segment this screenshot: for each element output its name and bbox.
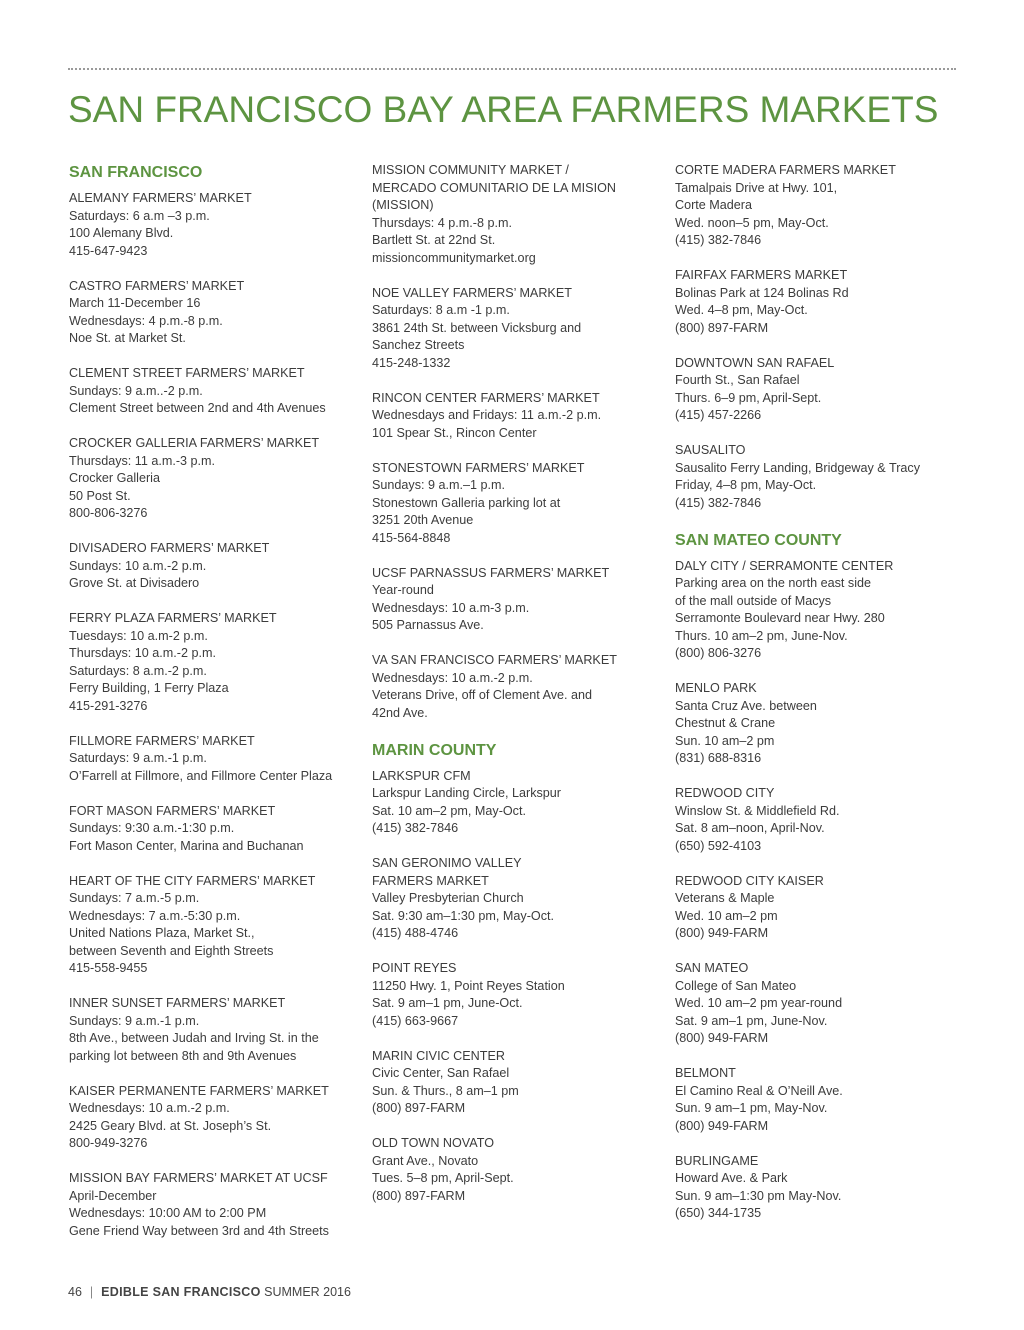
market-name: NOE VALLEY FARMERS’ MARKET xyxy=(372,285,572,300)
market-detail-line: Wed. 10 am–2 pm year-round xyxy=(675,996,843,1010)
page-title: SAN FRANCISCO BAY AREA FARMERS MARKETS xyxy=(68,89,939,130)
market-name: SAN GERONIMO VALLEY xyxy=(372,856,522,870)
market-entry xyxy=(69,190,361,260)
market-detail-line: 3861 24th St. between Vicksburg and xyxy=(372,320,582,335)
market-detail-line: between Seventh and Eighth Streets xyxy=(69,943,274,958)
market-entry xyxy=(675,558,967,663)
market-detail-line: Veterans & Maple xyxy=(675,891,775,905)
market-detail-line: 415-558-9455 xyxy=(69,961,148,975)
market-detail-line: parking lot between 8th and 9th Avenues xyxy=(69,1048,297,1063)
market-entry xyxy=(372,285,664,373)
market-detail-line: (800) 949-FARM xyxy=(675,926,769,940)
market-entry xyxy=(675,1065,967,1135)
column-3 xyxy=(675,162,967,1240)
market-detail-line: Sun. 9 am–1:30 pm May-Nov. xyxy=(675,1188,842,1203)
page-footer xyxy=(68,1285,351,1299)
market-detail-line: Friday, 4–8 pm, May-Oct. xyxy=(675,478,817,492)
market-detail-line: (415) 663-9667 xyxy=(372,1013,459,1028)
market-detail-line: (831) 688-8316 xyxy=(675,751,762,765)
market-detail-line: College of San Mateo xyxy=(675,978,797,993)
market-detail-line: Sundays: 9 a.m.-1 p.m. xyxy=(69,1013,200,1028)
market-detail-line: (800) 806-3276 xyxy=(675,646,762,660)
market-entry xyxy=(372,855,664,943)
market-name: DALY CITY / SERRAMONTE CENTER xyxy=(675,558,894,573)
market-detail-line: 415-248-1332 xyxy=(372,355,451,370)
market-detail-line: Sun. & Thurs., 8 am–1 pm xyxy=(372,1083,519,1098)
publication-name: EDIBLE SAN FRANCISCO xyxy=(101,1285,261,1299)
market-entry xyxy=(69,995,361,1065)
market-detail-line: Civic Center, San Rafael xyxy=(372,1066,510,1080)
market-detail-line: Howard Ave. & Park xyxy=(675,1171,788,1185)
market-detail-line: Wednesdays: 10 a.m-3 p.m. xyxy=(372,600,530,615)
market-entry xyxy=(69,1083,361,1153)
market-detail-line: United Nations Plaza, Market St., xyxy=(69,926,255,940)
issue-label: SUMMER 2016 xyxy=(264,1285,351,1299)
market-detail-line: Year-round xyxy=(372,583,434,597)
market-entry xyxy=(675,1153,967,1223)
top-dotted-rule xyxy=(68,68,956,70)
market-detail-line: 50 Post St. xyxy=(69,488,131,503)
market-entry xyxy=(69,278,361,348)
market-detail-line: Tuesdays: 10 a.m-2 p.m. xyxy=(69,628,208,643)
market-detail-line: Stonestown Galleria parking lot at xyxy=(372,495,561,510)
market-detail-line: Sanchez Streets xyxy=(372,338,465,352)
market-detail-line: 800-806-3276 xyxy=(69,506,148,520)
market-detail-line: El Camino Real & O’Neill Ave. xyxy=(675,1083,843,1098)
market-name: DOWNTOWN SAN RAFAEL xyxy=(675,355,835,370)
market-detail-line: 415-291-3276 xyxy=(69,698,148,713)
market-name: LARKSPUR CFM xyxy=(372,768,471,783)
market-entry xyxy=(69,733,361,786)
market-detail-line: Sun. 9 am–1 pm, May-Nov. xyxy=(675,1101,828,1115)
market-detail-line: 101 Spear St., Rincon Center xyxy=(372,425,537,440)
market-name: DIVISADERO FARMERS’ MARKET xyxy=(69,541,270,555)
market-detail-line: 415-564-8848 xyxy=(372,530,451,545)
footer-separator: | xyxy=(89,1285,94,1299)
market-detail-line: missioncommunitymarket.org xyxy=(372,250,536,265)
market-name: STONESTOWN FARMERS’ MARKET xyxy=(372,460,585,475)
market-name: FAIRFAX FARMERS MARKET xyxy=(675,268,848,282)
market-entry xyxy=(372,1135,664,1205)
market-detail-line: (MISSION) xyxy=(372,198,434,212)
market-entry xyxy=(372,565,664,635)
market-entry xyxy=(372,768,664,838)
market-detail-line: Wednesdays: 10 a.m.-2 p.m. xyxy=(69,1101,230,1115)
market-detail-line: March 11-December 16 xyxy=(69,296,201,310)
market-detail-line: Grant Ave., Novato xyxy=(372,1153,479,1168)
market-detail-line: 415-647-9423 xyxy=(69,243,148,258)
market-entry xyxy=(69,873,361,978)
market-entry xyxy=(675,680,967,768)
market-detail-line: Parking area on the north east side xyxy=(675,576,872,590)
page-number: 46 xyxy=(68,1285,82,1299)
market-name: ALEMANY FARMERS’ MARKET xyxy=(69,191,252,205)
market-entry xyxy=(372,960,664,1030)
market-name: MISSION BAY FARMERS’ MARKET AT UCSF xyxy=(69,1171,328,1185)
market-detail-line: Corte Madera xyxy=(675,198,752,212)
market-detail-line: 800-949-3276 xyxy=(69,1136,148,1150)
market-name: OLD TOWN NOVATO xyxy=(372,1136,494,1150)
column-2 xyxy=(372,162,664,1223)
market-detail-line: (800) 897-FARM xyxy=(372,1101,466,1115)
market-detail-line: Grove St. at Divisadero xyxy=(69,576,200,590)
market-name: FORT MASON FARMERS’ MARKET xyxy=(69,803,276,818)
section-heading: MARIN COUNTY xyxy=(372,741,497,759)
market-detail-line: (415) 382-7846 xyxy=(675,233,762,247)
market-detail-line: Serramonte Boulevard near Hwy. 280 xyxy=(675,611,885,625)
market-entry xyxy=(69,803,361,856)
market-name: HEART OF THE CITY FARMERS’ MARKET xyxy=(69,873,316,888)
market-detail-line: April-December xyxy=(69,1188,157,1203)
market-detail-line: (800) 897-FARM xyxy=(372,1188,466,1203)
market-detail-line: Sat. 8 am–noon, April-Nov. xyxy=(675,821,825,835)
market-entry xyxy=(675,267,967,337)
market-name: INNER SUNSET FARMERS’ MARKET xyxy=(69,996,286,1010)
market-detail-line: 8th Ave., between Judah and Irving St. in the xyxy=(69,1031,319,1045)
market-detail-line: Bartlett St. at 22nd St. xyxy=(372,233,496,247)
market-detail-line: Larkspur Landing Circle, Larkspur xyxy=(372,786,561,800)
market-name: CORTE MADERA FARMERS MARKET xyxy=(675,163,896,177)
market-detail-line: Crocker Galleria xyxy=(69,471,160,485)
market-detail-line: 100 Alemany Blvd. xyxy=(69,226,174,240)
market-detail-line: Thurs. 6–9 pm, April-Sept. xyxy=(675,390,822,405)
market-detail-line: Tamalpais Drive at Hwy. 101, xyxy=(675,180,838,195)
market-entry xyxy=(69,540,361,593)
market-detail-line: of the mall outside of Macys xyxy=(675,593,832,608)
market-name: SAN MATEO xyxy=(675,961,749,975)
market-detail-line: Sat. 9 am–1 pm, June-Oct. xyxy=(372,996,523,1010)
market-entry xyxy=(69,435,361,523)
market-detail-line: Sundays: 10 a.m.-2 p.m. xyxy=(69,558,207,573)
market-detail-line: (650) 592-4103 xyxy=(675,838,762,853)
market-name: UCSF PARNASSUS FARMERS’ MARKET xyxy=(372,565,610,580)
market-name: CLEMENT STREET FARMERS’ MARKET xyxy=(69,366,305,380)
market-detail-line: Saturdays: 8 a.m -1 p.m. xyxy=(372,303,510,317)
market-detail-line: Saturdays: 6 a.m –3 p.m. xyxy=(69,208,210,223)
market-name: REDWOOD CITY xyxy=(675,786,775,800)
market-detail-line: (800) 949-FARM xyxy=(675,1118,769,1133)
market-detail-line: Gene Friend Way between 3rd and 4th Streets xyxy=(69,1223,329,1238)
market-detail-line: Wed. 10 am–2 pm xyxy=(675,908,778,923)
market-name: FERRY PLAZA FARMERS’ MARKET xyxy=(69,611,277,625)
market-entry xyxy=(675,785,967,855)
market-entry xyxy=(372,652,664,722)
market-entry xyxy=(69,365,361,418)
market-detail-line: Wednesdays: 10:00 AM to 2:00 PM xyxy=(69,1206,267,1220)
market-detail-line: 42nd Ave. xyxy=(372,705,428,720)
market-detail-line: MERCADO COMUNITARIO DE LA MISION xyxy=(372,180,616,195)
market-detail-line: Fourth St., San Rafael xyxy=(675,373,800,387)
column-1 xyxy=(69,162,361,1258)
market-entry xyxy=(675,960,967,1048)
market-name: MARIN CIVIC CENTER xyxy=(372,1048,505,1063)
market-detail-line: Wednesdays: 7 a.m.-5:30 p.m. xyxy=(69,908,241,923)
market-detail-line: Bolinas Park at 124 Bolinas Rd xyxy=(675,285,849,300)
market-detail-line: Winslow St. & Middlefield Rd. xyxy=(675,803,840,818)
market-detail-line: (650) 344-1735 xyxy=(675,1206,762,1220)
market-detail-line: Saturdays: 9 a.m.-1 p.m. xyxy=(69,751,207,765)
market-detail-line: 11250 Hwy. 1, Point Reyes Station xyxy=(372,978,565,993)
market-name: REDWOOD CITY KAISER xyxy=(675,873,824,888)
market-entry xyxy=(372,1048,664,1118)
market-entry xyxy=(372,162,664,267)
market-detail-line: Sat. 9 am–1 pm, June-Nov. xyxy=(675,1013,828,1028)
market-detail-line: Wed. 4–8 pm, May-Oct. xyxy=(675,303,808,317)
market-name: POINT REYES xyxy=(372,961,457,975)
market-name: BURLINGAME xyxy=(675,1153,759,1168)
market-detail-line: Ferry Building, 1 Ferry Plaza xyxy=(69,681,229,695)
market-detail-line: (415) 488-4746 xyxy=(372,926,459,940)
market-detail-line: Fort Mason Center, Marina and Buchanan xyxy=(69,838,304,853)
market-detail-line: Wednesdays and Fridays: 11 a.m.-2 p.m. xyxy=(372,408,602,422)
market-name: VA SAN FRANCISCO FARMERS’ MARKET xyxy=(372,653,617,667)
market-entry xyxy=(675,442,967,512)
market-name: KAISER PERMANENTE FARMERS’ MARKET xyxy=(69,1083,329,1098)
market-name: RINCON CENTER FARMERS’ MARKET xyxy=(372,390,600,405)
market-detail-line: Wednesdays: 4 p.m.-8 p.m. xyxy=(69,313,223,328)
market-detail-line: 3251 20th Avenue xyxy=(372,513,474,527)
market-detail-line: Saturdays: 8 a.m.-2 p.m. xyxy=(69,663,207,678)
market-detail-line: Thurs. 10 am–2 pm, June-Nov. xyxy=(675,628,848,643)
market-detail-line: 505 Parnassus Ave. xyxy=(372,618,484,632)
market-detail-line: Santa Cruz Ave. between xyxy=(675,698,817,713)
market-entry xyxy=(372,460,664,548)
market-detail-line: Thursdays: 4 p.m.-8 p.m. xyxy=(372,215,512,230)
market-detail-line: (415) 382-7846 xyxy=(675,495,762,510)
market-detail-line: O’Farrell at Fillmore, and Fillmore Center Plaza xyxy=(69,768,333,783)
market-detail-line: Sat. 9:30 am–1:30 pm, May-Oct. xyxy=(372,908,554,923)
market-entry xyxy=(69,610,361,715)
market-name: FILLMORE FARMERS’ MARKET xyxy=(69,733,255,748)
market-detail-line: Sat. 10 am–2 pm, May-Oct. xyxy=(372,803,526,818)
section-heading: SAN MATEO COUNTY xyxy=(675,531,842,549)
market-detail-line: Sundays: 9 a.m..-2 p.m. xyxy=(69,383,203,398)
market-detail-line: (415) 382-7846 xyxy=(372,821,459,835)
market-detail-line: Sausalito Ferry Landing, Bridgeway & Tracy xyxy=(675,460,920,475)
market-detail-line: Clement Street between 2nd and 4th Avenues xyxy=(69,401,326,415)
market-detail-line: Sun. 10 am–2 pm xyxy=(675,733,775,748)
market-detail-line: Sundays: 7 a.m.-5 p.m. xyxy=(69,891,200,905)
market-entry xyxy=(675,355,967,425)
market-entry xyxy=(675,873,967,943)
market-detail-line: Noe St. at Market St. xyxy=(69,331,186,345)
market-detail-line: Veterans Drive, off of Clement Ave. and xyxy=(372,688,593,702)
market-detail-line: Thursdays: 10 a.m.-2 p.m. xyxy=(69,646,216,660)
market-detail-line: (800) 897-FARM xyxy=(675,320,769,335)
market-detail-line: 2425 Geary Blvd. at St. Joseph’s St. xyxy=(69,1118,272,1133)
market-detail-line: Wednesdays: 10 a.m.-2 p.m. xyxy=(372,670,533,685)
market-name: SAUSALITO xyxy=(675,443,746,457)
market-detail-line: Sundays: 9:30 a.m.-1:30 p.m. xyxy=(69,821,235,835)
market-entry xyxy=(69,1170,361,1240)
market-entry xyxy=(675,162,967,250)
market-name: MENLO PARK xyxy=(675,681,757,695)
market-detail-line: Tues. 5–8 pm, April-Sept. xyxy=(372,1171,514,1185)
market-detail-line: Chestnut & Crane xyxy=(675,716,776,730)
market-detail-line: Sundays: 9 a.m.–1 p.m. xyxy=(372,478,506,492)
market-detail-line: Wed. noon–5 pm, May-Oct. xyxy=(675,215,829,230)
market-detail-line: (415) 457-2266 xyxy=(675,408,762,422)
market-name: MISSION COMMUNITY MARKET / xyxy=(372,163,569,177)
market-entry xyxy=(372,390,664,443)
section-heading: SAN FRANCISCO xyxy=(69,164,203,181)
market-detail-line: FARMERS MARKET xyxy=(372,873,489,888)
market-detail-line: (800) 949-FARM xyxy=(675,1031,769,1045)
market-detail-line: Valley Presbyterian Church xyxy=(372,891,524,905)
market-name: CROCKER GALLERIA FARMERS’ MARKET xyxy=(69,436,320,450)
market-name: CASTRO FARMERS’ MARKET xyxy=(69,278,245,293)
market-detail-line: Thursdays: 11 a.m.-3 p.m. xyxy=(69,453,216,468)
market-name: BELMONT xyxy=(675,1066,736,1080)
